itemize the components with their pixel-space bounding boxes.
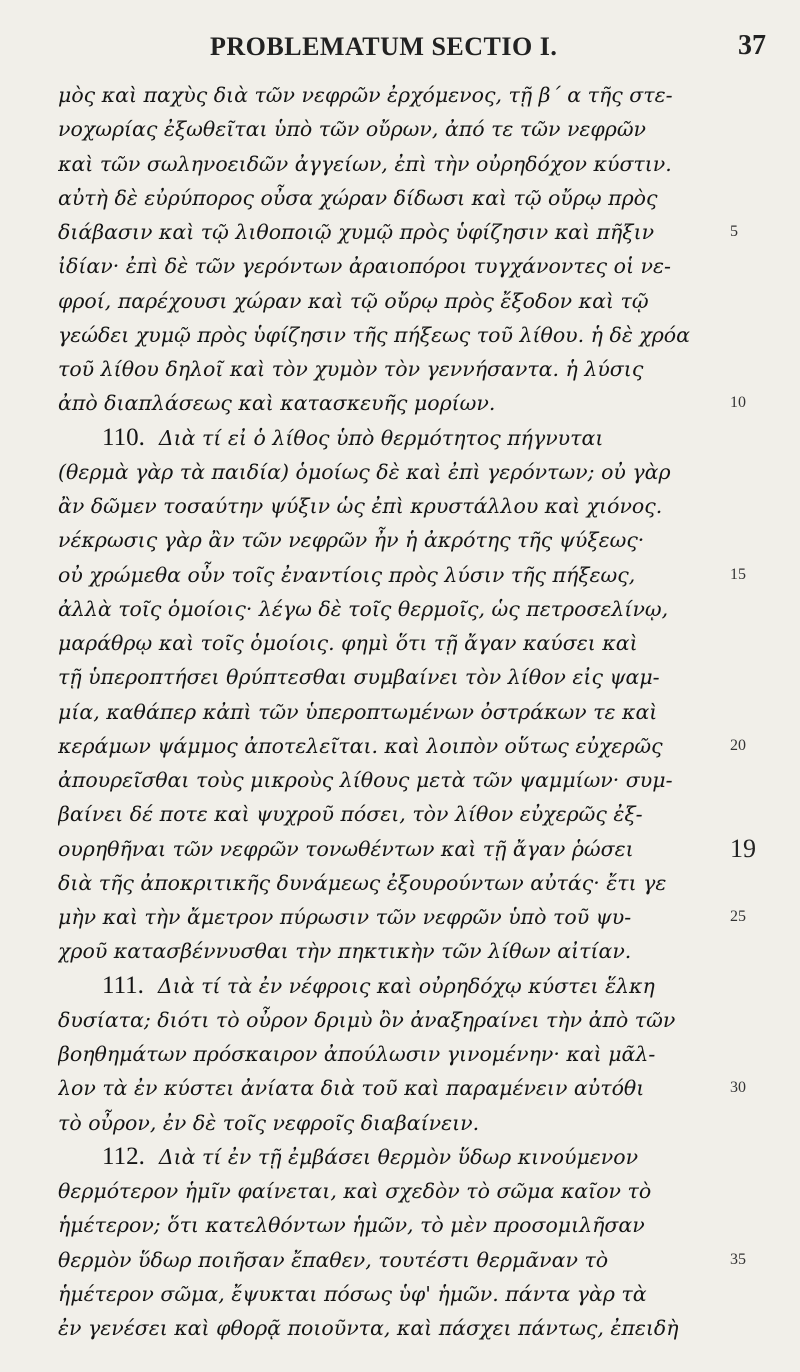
line-content: Διὰ τί ἐν τῇ ἐμβάσει θερμὸν ὕδωρ κινούμενον — [158, 1144, 639, 1169]
line-content: τῇ ὑπεροπτήσει θρύπτεσθαι συμβαίνει τὸν λίθον εἰς ψαμ- — [58, 665, 660, 690]
line-text — [58, 249, 718, 283]
text-line — [0, 78, 800, 112]
text-line — [0, 249, 800, 283]
text-line — [0, 1174, 800, 1208]
text-line — [0, 900, 800, 934]
line-text — [58, 866, 718, 900]
line-text — [58, 352, 718, 386]
line-number: 15 — [730, 565, 746, 583]
running-header — [0, 26, 800, 70]
line-content: οὐ χρώμεθα οὖν τοῖς ἐναντίοις πρὸς λύσιν τῆς πήξεως, — [58, 562, 636, 587]
line-content: ἀπὸ διαπλάσεως καὶ κατασκευῆς μορίων. — [58, 391, 496, 416]
line-content: νοχωρίας ἐξωθεῖται ὑπὸ τῶν οὔρων, ἀπό τε τῶν νεφρῶν — [58, 117, 647, 142]
line-content: κεράμων ψάμμος ἀποτελεῖται. καὶ λοιπὸν οὕτως εὐχερῶς — [58, 733, 663, 758]
line-text — [58, 900, 718, 934]
line-content: δυσίατα; διότι τὸ οὖρον δριμὺ ὂν ἀναξηραίνει τὴν ἀπὸ τῶν — [58, 1007, 676, 1032]
line-content: τὸ οὖρον, ἐν δὲ τοῖς νεφροῖς διαβαίνειν. — [58, 1110, 480, 1135]
line-text — [58, 1003, 718, 1037]
line-content: ἀπουρεῖσθαι τοὺς μικροὺς λίθους μετὰ τῶν ψαμμίων· συμ- — [58, 768, 673, 792]
line-content: διὰ τῆς ἀποκριτικῆς δυνάμεως ἐξουρούντων αὐτάς· ἔτι γε — [58, 870, 667, 895]
line-text — [58, 215, 718, 249]
line-content: ἂν δῶμεν τοσαύτην ψύξιν ὡς ἐπὶ κρυστάλλου καὶ χιόνος. — [58, 494, 663, 518]
line-text — [58, 523, 718, 557]
line-text — [58, 660, 718, 694]
line-text — [58, 147, 718, 181]
text-line — [0, 1140, 800, 1174]
line-text — [58, 558, 718, 592]
line-text — [58, 729, 718, 763]
text-line — [0, 592, 800, 626]
text-line — [0, 832, 800, 866]
text-line — [0, 1311, 800, 1345]
text-line — [0, 386, 800, 420]
line-content: διάβασιν καὶ τῷ λιθοποιῷ χυμῷ πρὸς ὑφίζησιν καὶ πῆξιν — [58, 220, 655, 244]
section-number: 111. — [102, 971, 144, 999]
text-line — [0, 455, 800, 489]
margin-number: 19 — [730, 833, 756, 863]
line-content: ἰδίαν· ἐπὶ δὲ τῶν γερόντων ἀραιοπόροι τυγχάνοντες οἱ νε- — [58, 254, 671, 279]
text-line — [0, 866, 800, 900]
line-text — [58, 1140, 718, 1174]
text-line — [0, 763, 800, 797]
line-content: μία, καθάπερ κἀπὶ τῶν ὑπεροπτωμένων ὀστράκων τε καὶ — [58, 699, 658, 724]
text-line — [0, 695, 800, 729]
line-content: Διὰ τί τὰ ἐν νέφροις καὶ οὐρηδόχῳ κύστει ἕλκη — [157, 973, 655, 998]
line-text — [58, 1174, 718, 1208]
line-content: καὶ τῶν σωληνοειδῶν ἀγγείων, ἐπὶ τὴν οὐρηδόχον κύστιν. — [58, 151, 672, 176]
line-text — [58, 1311, 718, 1345]
line-text — [58, 386, 718, 420]
line-content: μαράθρῳ καὶ τοῖς ὁμοίοις. φημὶ ὅτι τῇ ἄγαν καύσει καὶ — [58, 631, 638, 655]
text-line — [0, 558, 800, 592]
line-content: μὸς καὶ παχὺς διὰ τῶν νεφρῶν ἐρχόμενος, τῇ β΄ α τῆς στε- — [58, 83, 673, 107]
line-text — [58, 832, 718, 866]
line-content: βοηθημάτων πρόσκαιρον ἀπούλωσιν γινομένην· καὶ μᾶλ- — [58, 1042, 656, 1066]
line-text — [58, 1208, 718, 1242]
page-number: 37 — [738, 30, 766, 61]
text-line — [0, 626, 800, 660]
text-line — [0, 729, 800, 763]
line-text — [58, 1277, 718, 1311]
line-content: τοῦ λίθου δηλοῖ καὶ τὸν χυμὸν τὸν γεννήσαντα. ἡ λύσις — [58, 357, 644, 381]
text-line — [0, 523, 800, 557]
text-line — [0, 1277, 800, 1311]
line-content: μὴν καὶ τὴν ἄμετρον πύρωσιν τῶν νεφρῶν ὑπὸ τοῦ ψυ- — [58, 905, 632, 929]
line-content: ἐν γενέσει καὶ φθορᾷ ποιοῦντα, καὶ πάσχει πάντως, ἐπειδὴ — [58, 1316, 679, 1340]
text-line — [0, 215, 800, 249]
line-text — [58, 181, 718, 215]
text-line — [0, 352, 800, 386]
line-content: ουρηθῆναι τῶν νεφρῶν τονωθέντων καὶ τῇ ἄγαν ῥώσει — [58, 836, 634, 861]
text-line — [0, 1037, 800, 1071]
text-line — [0, 318, 800, 352]
text-body — [0, 78, 800, 1345]
text-line — [0, 797, 800, 831]
line-content: λον τὰ ἐν κύστει ἀνίατα διὰ τοῦ καὶ παραμένειν αὐτόθι — [58, 1076, 645, 1101]
line-text — [58, 797, 718, 831]
line-text — [58, 969, 718, 1003]
text-line — [0, 489, 800, 523]
line-text — [58, 455, 718, 489]
line-text — [58, 695, 718, 729]
line-number: 5 — [730, 223, 738, 240]
text-line — [0, 1071, 800, 1105]
text-line — [0, 284, 800, 318]
line-text — [58, 112, 718, 146]
line-text — [58, 1243, 718, 1277]
line-number: 30 — [730, 1079, 746, 1097]
text-line — [0, 1243, 800, 1277]
line-number: 20 — [730, 736, 746, 754]
line-text — [58, 421, 718, 455]
section-number: 112. — [102, 1142, 145, 1170]
text-line — [0, 112, 800, 146]
text-line — [0, 660, 800, 694]
text-line — [0, 1208, 800, 1242]
line-text — [58, 763, 718, 797]
line-content: χροῦ κατασβέννυσθαι τὴν πηκτικὴν τῶν λίθων αἰτίαν. — [58, 939, 632, 964]
line-text — [58, 626, 718, 660]
text-line — [0, 181, 800, 215]
text-line — [0, 1003, 800, 1037]
text-line — [0, 969, 800, 1003]
line-content: ἡμέτερον; ὅτι κατελθόντων ἡμῶν, τὸ μὲν προσομιλῆσαν — [58, 1213, 645, 1238]
line-content: Διὰ τί εἰ ὁ λίθος ὑπὸ θερμότητος πήγνυται — [158, 425, 604, 450]
line-content: ἡμέτερον σῶμα, ἔψυκται πόσως ὑφ' ἡμῶν. πάντα γὰρ τὰ — [58, 1281, 647, 1306]
line-content: βαίνει δέ ποτε καὶ ψυχροῦ πόσει, τὸν λίθον εὐχερῶς ἐξ- — [58, 802, 643, 827]
text-line — [0, 1106, 800, 1140]
line-content: φροί, παρέχουσι χώραν καὶ τῷ οὔρῳ πρὸς ἔξοδον καὶ τῷ — [58, 288, 649, 313]
line-number: 35 — [730, 1250, 746, 1268]
line-text — [58, 489, 718, 523]
line-number: 10 — [730, 394, 746, 412]
text-line — [0, 934, 800, 968]
line-text — [58, 318, 718, 352]
running-title: PROBLEMATUM SECTIO I. — [210, 32, 558, 61]
line-text — [58, 1037, 718, 1071]
line-number: 25 — [730, 908, 746, 925]
line-content: νέκρωσις γὰρ ἂν τῶν νεφρῶν ἦν ἡ ἀκρότης τῆς ψύξεως· — [58, 528, 645, 553]
line-content: ἀλλὰ τοῖς ὁμοίοις· λέγω δὲ τοῖς θερμοῖς, ὡς πετροσελίνῳ, — [58, 596, 669, 621]
line-text — [58, 934, 718, 968]
line-content: (θερμὰ γὰρ τὰ παιδία) ὁμοίως δὲ καὶ ἐπὶ γερόντων; οὐ γὰρ — [58, 459, 671, 484]
line-content: αὐτὴ δὲ εὐρύπορος οὖσα χώραν δίδωσι καὶ τῷ οὔρῳ πρὸς — [58, 185, 658, 210]
line-text — [58, 1071, 718, 1105]
section-number: 110. — [102, 423, 145, 451]
text-line — [0, 421, 800, 455]
line-content: θερμότερον ἡμῖν φαίνεται, καὶ σχεδὸν τὸ σῶμα καῖον τὸ — [58, 1179, 652, 1203]
line-content: γεώδει χυμῷ πρὸς ὑφίζησιν τῆς πήξεως τοῦ λίθου. ἡ δὲ χρόα — [58, 322, 690, 347]
line-text — [58, 592, 718, 626]
line-content: θερμὸν ὕδωρ ποιῆσαν ἔπαθεν, τουτέστι θερμᾶναν τὸ — [58, 1247, 609, 1272]
line-text — [58, 1106, 718, 1140]
line-text — [58, 78, 718, 112]
text-line — [0, 147, 800, 181]
line-text — [58, 284, 718, 318]
